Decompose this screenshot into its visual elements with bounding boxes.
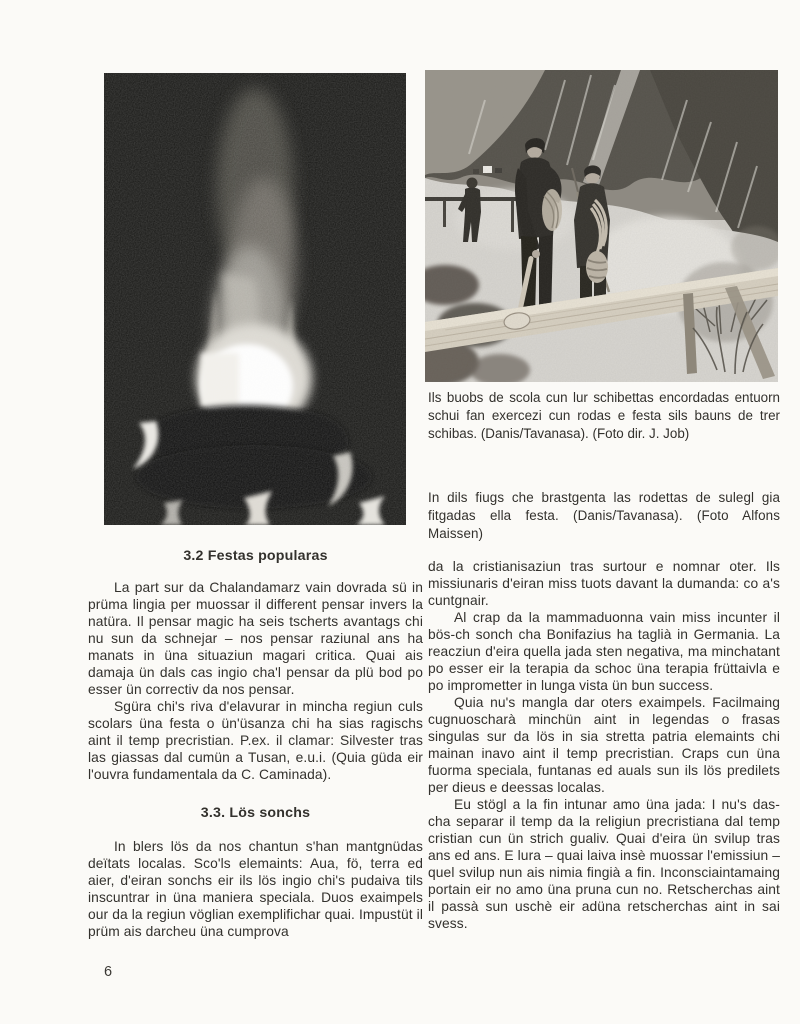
right-text-column (428, 489, 780, 932)
page-number: 6 (104, 964, 113, 980)
winter-scene-illustration (425, 70, 778, 382)
paragraph: da la cristianisaziun tras surtour e nomnar oter. Ils missiunaris d'eiran miss tuots davant la dumanda: co a's cuntgnair. (428, 559, 780, 608)
paragraph: Eu stögl a la fin intunar amo üna jada: I nu's das-cha separar il temp da la religiun precristiana dal temp cristian cun ün strich gualiv. Quai d'eira ün svilup tras ans ed ans. E lura – quai laiva insè muossar l'emissiun – quel svilup nun ais nimia fingià a fin. Inconsciaintamaing portain eir no amo üna pruna cun no. Retscherchas aint il passà sun uschè eir adüna retscherchas aint in sai svess. (428, 797, 780, 931)
schoolboys-winter-photo (425, 70, 778, 382)
bonfire-photo (104, 73, 406, 525)
ski-photo-caption: Ils buobs de scola cun lur schibettas encordadas entuorn schui fan exercezi cun rodas e festa sils bauns de trer schibas. (Danis/Tavanasa). (Foto dir. J. Job) (428, 390, 780, 441)
left-text-column (88, 548, 423, 940)
section-heading-loes-sonchs: 3.3. Lös sonchs (200, 805, 311, 821)
paragraph: La part sur da Chalandamarz vain dovrada sü in prüma lingia per muossar il different pensar invers la natüra. Il pensar magic ha seis tscherts avantags chi nu sun da schnejar – nos pensar raziunal ans ha manats in üna situaziun magari critica. Quai ais damaja ün dals cas ingio cha'l pensar da plü bod po esser ün correctiv da nos pensar. (88, 580, 423, 697)
paragraph: Quia nu's mangla dar oters exaimpels. Facilmaing cugnuoscharà minchün aint in legendas o frasas singulas sur da lös in sia stretta patria elemaints chi mainan inavo aint il temp precristian. Craps cun üna fuorma speciala, funtanas ed auals sun ils lös predilets per dieus e deessas localas. (428, 695, 780, 795)
paragraph: Al crap da la mammaduonna vain miss incunter il bös-ch sonch cha Bonifazius ha taglià in Germania. La reacziun d'eira quella jada sten negativa, ma minchatant po esser eir la terapia da schoc üna terapia früttaivla e po imprometter in lunga vista ün bun success. (428, 610, 780, 693)
section-heading-festas-popularas: 3.2 Festas popularas (183, 548, 328, 564)
paragraph: Sgüra chi's riva d'elavurar in mincha regiun culs scolars üna festa o ün'üsanza chi ha sias ragischs aint il temp precristian. P.ex. il clamar: Silvester tras las giassas dal cumün a Tusan, e.u.i. (Quia güda eir l'ouvra fundamentala da C. Caminada). (88, 699, 423, 782)
fire-photo-caption: In dils fiugs che brastgenta las rodettas de sulegl gia fitgadas ella festa. (Danis/Tavanasa). (Foto Alfons Maissen) (428, 490, 780, 541)
paragraph: In blers lös da nos chantun s'han mantgnüdas deïtats localas. Sco'ls elemaints: Aua, fö, terra ed aier, d'eiran sonchs eir ils lös ingio chi's pudaiva tils inscuntrar in üna maniera speciala. Duos exaimpels our da la regiun vöglian exemplifichar quai. Impustüt il prüm ais darcheu üna cumprova (88, 839, 423, 939)
bonfire-illustration (104, 73, 406, 525)
